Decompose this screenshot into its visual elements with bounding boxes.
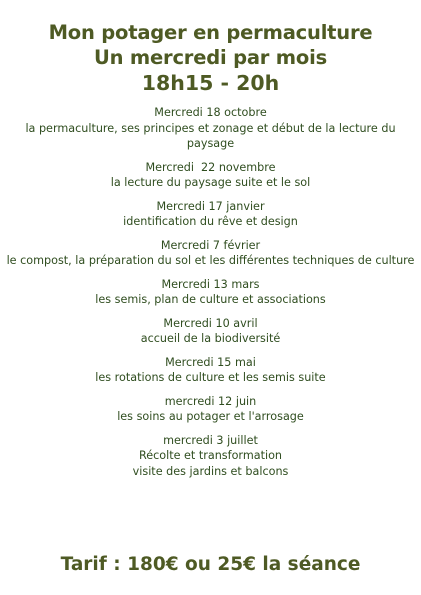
- session-date: mercredi 12 juin: [164, 394, 257, 408]
- session-date: Mercredi 22 novembre: [145, 160, 276, 174]
- session-topic: identification du rêve et design: [123, 215, 298, 228]
- session-date: Mercredi 13 mars: [161, 277, 260, 291]
- flyer-header: [0, 0, 421, 97]
- session-date: mercredi 3 juillet: [163, 433, 258, 447]
- session-topic: le compost, la préparation du sol et les différentes techniques de culture: [6, 254, 415, 267]
- session-date: Mercredi 18 octobre: [154, 106, 267, 119]
- flyer-time: 18h15 - 20h: [141, 71, 280, 95]
- flyer-title: Mon potager en permaculture: [48, 21, 373, 44]
- session-topic: les soins au potager et l'arrosage: [117, 410, 304, 423]
- flyer-subtitle: Un mercredi par mois: [93, 46, 328, 69]
- session-item: [0, 316, 421, 347]
- session-date: Mercredi 10 avril: [163, 316, 258, 330]
- session-topic: Récolte et transformation: [138, 449, 283, 462]
- session-topic: la permaculture, ses principes et zonage et début de la lecture du paysage: [25, 121, 396, 150]
- session-topic: les semis, plan de culture et associations: [95, 293, 326, 306]
- session-item: [0, 355, 421, 386]
- session-item: [0, 394, 421, 425]
- session-date: Mercredi 15 mai: [165, 355, 256, 369]
- session-topic: accueil de la biodiversité: [140, 332, 281, 345]
- session-item: [0, 199, 421, 230]
- session-topic-secondary: visite des jardins et balcons: [132, 464, 289, 478]
- session-item: [0, 277, 421, 308]
- session-item: [0, 105, 421, 152]
- price-line: Tarif : 180€ ou 25€ la séance: [60, 554, 361, 575]
- session-topic: la lecture du paysage suite et le sol: [110, 176, 311, 189]
- session-item: [0, 160, 421, 191]
- session-date: Mercredi 7 février: [160, 238, 261, 252]
- session-item: [0, 238, 421, 269]
- session-item: [0, 433, 421, 480]
- session-list: [0, 105, 421, 479]
- session-topic: les rotations de culture et les semis suite: [95, 371, 326, 384]
- session-date: Mercredi 17 janvier: [156, 199, 265, 213]
